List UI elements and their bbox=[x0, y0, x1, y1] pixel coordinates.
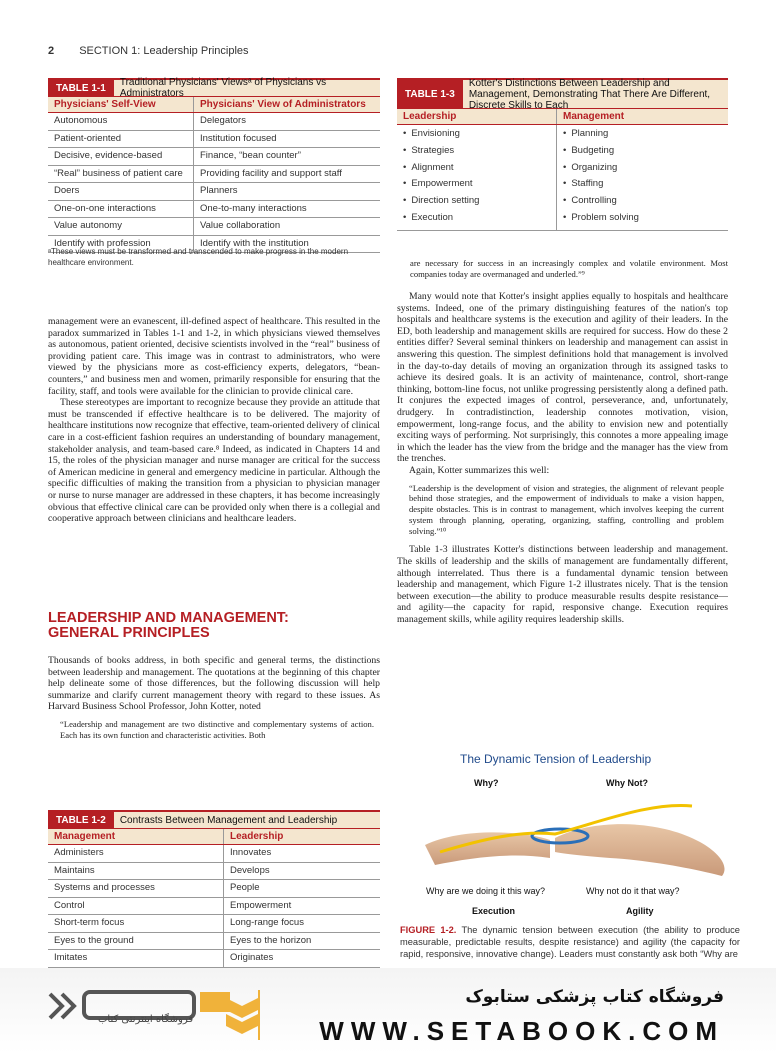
table-cell: Identify with profession bbox=[48, 236, 194, 253]
table-tag: TABLE 1-1 bbox=[48, 80, 114, 96]
figure-1-2 bbox=[400, 740, 740, 920]
list-item: • Execution bbox=[403, 211, 550, 228]
table-cell: People bbox=[230, 882, 260, 893]
table-cell: Maintains bbox=[48, 863, 224, 880]
table-cell: Short-term focus bbox=[48, 915, 224, 932]
leadership-list bbox=[397, 125, 557, 230]
table-row bbox=[48, 898, 380, 916]
column-header: Management bbox=[48, 829, 224, 844]
label-agility: Agility bbox=[626, 906, 654, 916]
heading-line-2: GENERAL PRINCIPLES bbox=[48, 625, 210, 641]
question-right: Why not do it that way? bbox=[586, 886, 680, 896]
table-tag: TABLE 1-2 bbox=[48, 812, 114, 828]
table-row bbox=[48, 880, 380, 898]
table-row bbox=[48, 113, 380, 131]
table-cell: Systems and processes bbox=[48, 880, 224, 897]
table-cell: Planners bbox=[200, 185, 238, 196]
figure-caption bbox=[400, 924, 740, 960]
list-item: • Controlling bbox=[563, 194, 722, 211]
left-column-text-2 bbox=[48, 655, 380, 741]
table-cell: Patient-oriented bbox=[48, 131, 194, 148]
table-1-1 bbox=[48, 78, 380, 253]
table-header bbox=[48, 96, 380, 113]
label-execution: Execution bbox=[472, 906, 516, 916]
table-row bbox=[48, 218, 380, 236]
logo-subtitle: فروشگاه اینترنتی کتاب bbox=[98, 1014, 194, 1025]
list-item: • Empowerment bbox=[403, 177, 550, 194]
table-cell: One-to-many interactions bbox=[200, 202, 307, 214]
column-header: Physicians' Self-View bbox=[48, 97, 194, 112]
table-cell: Identify with the institution bbox=[200, 237, 309, 249]
table-cell: Providing facility and support staff bbox=[200, 167, 342, 179]
table-caption bbox=[48, 810, 380, 828]
list-item: • Staffing bbox=[563, 177, 722, 194]
table-title: Kotter's Distinctions Between Leadership and Management, Demonstrating That There Are Different, Discrete Skills to Each bbox=[468, 77, 711, 111]
column-header: Physicians' View of Administrators bbox=[200, 99, 366, 110]
table-1-2 bbox=[48, 810, 380, 968]
list-item: • Envisioning bbox=[403, 127, 550, 144]
list-item: • Budgeting bbox=[563, 144, 722, 161]
running-header bbox=[48, 45, 249, 57]
table-cell: Innovates bbox=[230, 847, 272, 858]
table-tag: TABLE 1-3 bbox=[397, 79, 463, 109]
list-item: • Organizing bbox=[563, 161, 722, 178]
table-row bbox=[48, 933, 380, 951]
label-why: Why? bbox=[474, 778, 499, 788]
paragraph: Many would note that Kotter's insight applies equally to hospitals and healthcare systems. Indeed, one of the primary distinguishing features of the nation's top hospitals and healthcare systems is the execution and agility of their leaders. In the ED, both leadership and management skills are required for success. How do these 2 entities differ? Several seminal thinkers on leadership and management can assist in answering this question. The simplest definitions hold that management is involved in the day-to-day details of moving an organization through its assigned tasks to achieve its desired goals. It is an activity of maintenance, control, short-range thinking, bottom-line focus, not unlike progressing persistently along a defined path. It conjures the expected images of control, perseverance, and, unfortunately, drudgery. In contradistinction, leadership connotes motivation, vision, empowerment, long-range focus, and the ability to envision new and potentially exciting ways of performing. Not surprisingly, this connotes a more appealing image in which the leader has the view from the bridge and the manager has the view from the trenches. bbox=[397, 291, 728, 465]
table-cell: Control bbox=[48, 898, 224, 915]
table-body bbox=[397, 125, 728, 231]
table-cell: Long-range focus bbox=[230, 917, 304, 928]
list-item: • Planning bbox=[563, 127, 722, 144]
section-title: SECTION 1: Leadership Principles bbox=[79, 45, 249, 57]
table-footnote: ᵃThese views must be transformed and transcended to make progress in the modern healthcare environment. bbox=[48, 247, 349, 267]
watermark-banner bbox=[0, 968, 776, 1053]
table-row bbox=[48, 166, 380, 184]
column-header: Leadership bbox=[397, 109, 557, 124]
table-cell: Eyes to the horizon bbox=[230, 934, 312, 946]
table-cell: Develops bbox=[230, 864, 270, 876]
table-title: Traditional Physicians' Viewsᵃ of Physicians vs Administrators bbox=[119, 77, 327, 99]
table-cell: “Real” business of patient care bbox=[48, 166, 194, 183]
heading-line-1: LEADERSHIP AND MANAGEMENT: bbox=[48, 610, 289, 626]
chevron-icon bbox=[50, 994, 74, 1018]
table-cell: Administers bbox=[48, 845, 224, 862]
table-1-3 bbox=[397, 78, 728, 231]
right-column-text-2 bbox=[397, 291, 728, 626]
caption-text: The dynamic tension between execution (the ability to produce measurable, predictable results, despite resistance) and agility (the capacity for rapid, responsive, innovative change). Leaders must constantly ask both “Why are bbox=[400, 925, 740, 959]
table-cell: Imitates bbox=[48, 950, 224, 967]
table-cell: One-on-one interactions bbox=[48, 201, 194, 218]
table-cell: Value autonomy bbox=[48, 218, 194, 235]
table-cell: Originates bbox=[230, 952, 274, 963]
figure-label: FIGURE 1-2. bbox=[400, 925, 457, 935]
figure-title: The Dynamic Tension of Leadership bbox=[460, 752, 652, 766]
table-title: Contrasts Between Management and Leadership bbox=[119, 814, 338, 826]
left-column-text bbox=[48, 316, 380, 525]
block-quote-continued: are necessary for success in an increasingly complex and volatile environment. Most companies today are overmanaged and underled.”⁹ bbox=[410, 258, 728, 279]
management-list bbox=[557, 125, 728, 230]
store-url: WWW.SETABOOK.COM bbox=[319, 1016, 724, 1046]
table-cell: Institution focused bbox=[200, 132, 277, 144]
paragraph: Table 1-3 illustrates Kotter's distinctions between leadership and management. The skills of leadership and the skills of management are fundamentally different, although interrelated. Thus there is a fundamental dynamic tension between leadership and management, which Figure 1-2 illustrates nicely. That is the tension between execution—the ability to produce measurable results despite resistance—and agility—the capacity for rapid, responsive change. Execution requires management skills, while agility requires leadership skills. bbox=[397, 544, 728, 626]
table-cell: Empowerment bbox=[230, 899, 292, 911]
table-cell: Autonomous bbox=[48, 113, 194, 130]
section-heading bbox=[48, 611, 289, 641]
table-row bbox=[48, 845, 380, 863]
right-column-text bbox=[410, 258, 728, 288]
block-quote: “Leadership is the development of vision and strategies, the alignment of relevant people behind those strategies, and the empowerment of individuals to make a vision happen, despite obstacles. This is in contrast to management, which involves keeping the current system through planning, operating, organizing, staffing, controlling and problem solving.”¹⁰ bbox=[409, 482, 724, 536]
table-row bbox=[48, 950, 380, 968]
table-cell: Doers bbox=[48, 183, 194, 200]
table-cell: Finance, “bean counter” bbox=[200, 150, 301, 161]
block-quote: “Leadership and management are two distinctive and complementary systems of action. Each has its own function and characteristic activities. Both bbox=[60, 718, 374, 740]
table-header bbox=[48, 828, 380, 845]
table-row bbox=[48, 183, 380, 201]
table-cell: Value collaboration bbox=[200, 220, 281, 231]
table-header bbox=[397, 108, 728, 125]
book-icon bbox=[222, 990, 262, 1040]
list-item: • Alignment bbox=[403, 161, 550, 178]
column-header: Management bbox=[563, 111, 625, 122]
paragraph: management were an evanescent, ill-defined aspect of healthcare. This resulted in the paradox summarized in Tables 1-1 and 1-2, in which physicians viewed themselves as autonomous, patient oriented, decisive scientists involved in the “real” business of providing patient care. This image was in contrast to administrators, who were viewed by the physicians more as cost-efficiency experts, delegators, “bean-counters,” and business men and women, primarily responsible for ensuring that the facility, staff, and tools were available for the clinician to provide clinical care. bbox=[48, 316, 380, 397]
list-item: • Strategies bbox=[403, 144, 550, 161]
table-row bbox=[48, 148, 380, 166]
table-cell: Decisive, evidence-based bbox=[48, 148, 194, 165]
store-name: فروشگاه کتاب پزشکی ستابوک bbox=[465, 987, 724, 1007]
table-cell: Delegators bbox=[200, 115, 246, 126]
page-number: 2 bbox=[48, 45, 55, 57]
table-row bbox=[48, 201, 380, 219]
table-caption bbox=[48, 77, 380, 99]
paragraph: These stereotypes are important to recognize because they provide an attitude that must be transcended if effective healthcare is to be delivered. The majority of healthcare institutions now recognize that effective, team-oriented delivery of clinical care in a cost-efficient fashion requires an understanding of boundary management, stakeholder analysis, and team-based care.⁸ Indeed, as indicated in Chapters 14 and 15, the roles of the physician manager and nurse manager are critical for the success of American medicine in general and emergency medicine in particular. Although the specific difficulties of making the transition from a physician to physician manager or nurse to nurse manager are addressed in these chapters, it has become increasingly obvious that effective clinical care can be provided only when there is a collegial and cooperative approach between clinicians and healthcare leaders. bbox=[48, 397, 380, 525]
table-cell: Eyes to the ground bbox=[48, 933, 224, 950]
table-row bbox=[48, 863, 380, 881]
column-header: Leadership bbox=[230, 831, 284, 842]
list-item: • Direction setting bbox=[403, 194, 550, 211]
paragraph: Again, Kotter summarizes this well: bbox=[409, 464, 550, 476]
list-item: • Problem solving bbox=[563, 211, 722, 228]
table-caption bbox=[397, 77, 728, 111]
table-row bbox=[48, 915, 380, 933]
paragraph: Thousands of books address, in both specific and general terms, the distinctions between leadership and management. The quotations at the beginning of this chapter help delineate some of those differences, but the following discussion will help summarize and clarify current management theory with regard to these issues. As Harvard Business School Professor, John Kotter, noted bbox=[48, 655, 380, 713]
question-left: Why are we doing it this way? bbox=[426, 886, 546, 896]
table-row bbox=[48, 131, 380, 149]
label-why-not: Why Not? bbox=[606, 778, 648, 788]
